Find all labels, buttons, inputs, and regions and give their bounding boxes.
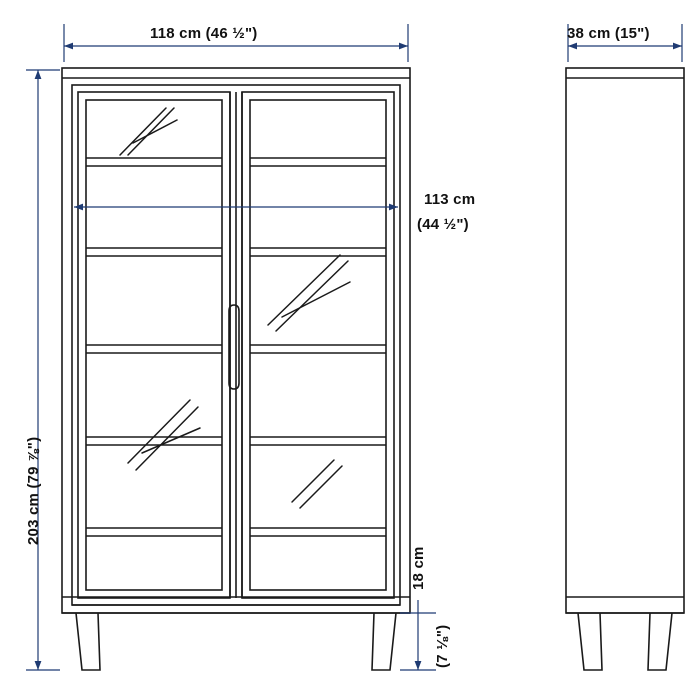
inner-width-label-line1: 113 cm <box>424 191 476 208</box>
inner-width-label-line2: (44 ½") <box>417 216 469 233</box>
glass-reflections-front <box>120 108 350 508</box>
overall-depth-label: 38 cm (15") <box>567 25 650 42</box>
front-view-cabinet <box>62 68 410 670</box>
overall-width-label: 118 cm (46 ½") <box>150 25 258 42</box>
leg-height-label-line2: (7 ⅛") <box>434 624 451 668</box>
leg-height-label-line1: 18 cm <box>410 546 427 590</box>
side-view-cabinet <box>566 68 684 670</box>
overall-height-label: 203 cm (79 ⅞") <box>25 436 42 545</box>
dimension-lines <box>26 24 682 670</box>
